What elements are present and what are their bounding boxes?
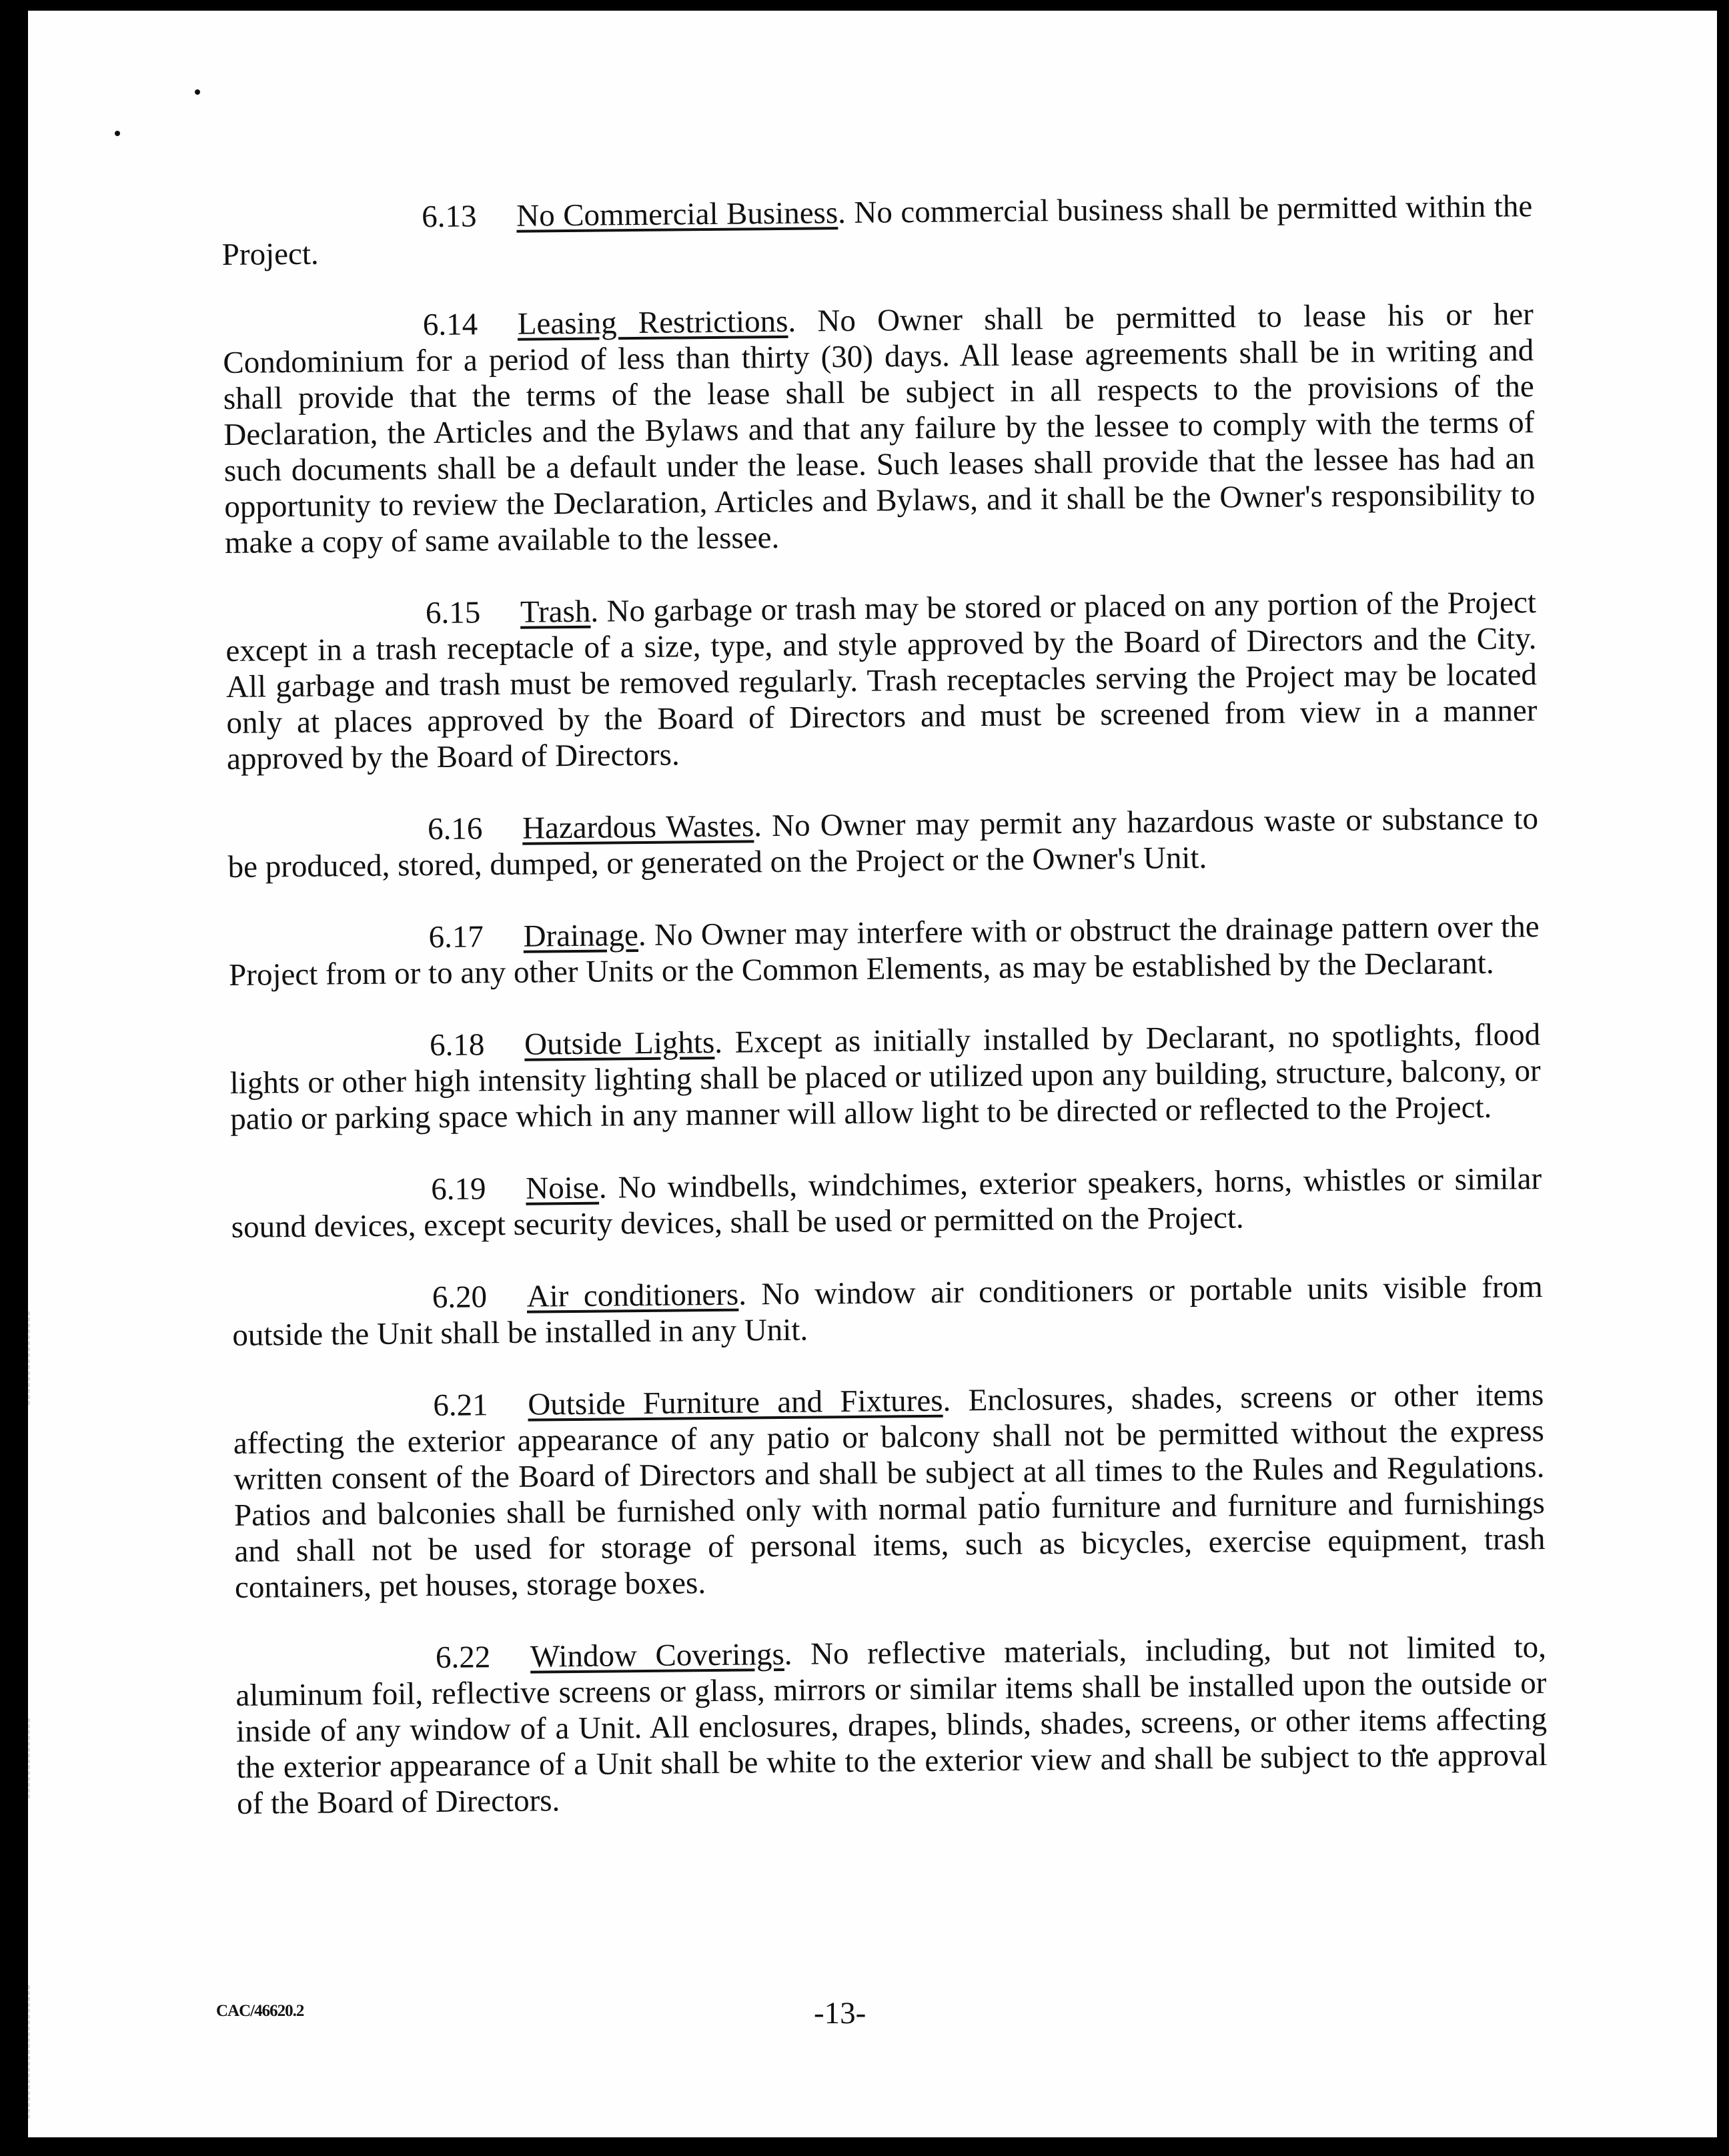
- section-number: 6.21: [433, 1388, 488, 1424]
- scan-edge-noise: [28, 1311, 83, 1405]
- section-number: 6.19: [430, 1171, 486, 1207]
- section-text: . No Owner shall be permitted to lease his or her Condominium for a period of less than thirty (30) days. All lease agreements shall be in writing and shall provide that the terms of the lease shall be subject in all respects to the provisions of the Declaration, the Articles and the Bylaws and that any failure by the lessee to comply with the terms of such documents shall be a default under the lease. Such leases shall provide that the lessee has had an opportunity to review the Declaration, Articles and Bylaws, and it shall be the Owner's responsibility to make a copy of same available to the lessee.: [223, 297, 1536, 560]
- scan-edge-noise: [28, 1718, 83, 1798]
- document-code: CAC/46620.2: [216, 2002, 304, 2020]
- section-heading: Leasing Restrictions: [517, 304, 788, 342]
- section-number: 6.18: [429, 1027, 485, 1063]
- section-heading: Drainage: [523, 918, 639, 954]
- section-6-14: [223, 296, 1536, 561]
- document-body: [221, 188, 1548, 1858]
- section-heading: Air conditioners: [526, 1277, 739, 1314]
- section-text: . No reflective materials, including, but not limited to, aluminum foil, reflective screens or glass, mirrors or similar items shall be installed upon the outside or inside of any window of a Unit. All enclosures, drapes, blinds, shades, screens, or other items affecting the exterior appearance of a Unit shall be white to the exterior view and shall be subject to the approval of the Board of Directors.: [235, 1630, 1548, 1821]
- section-number: 6.16: [427, 811, 483, 847]
- section-6-17: [228, 909, 1540, 993]
- section-text: . No commercial business shall be permitted within the Project.: [221, 189, 1533, 272]
- section-6-16: [227, 800, 1539, 885]
- section-number: 6.17: [428, 919, 484, 955]
- scan-edge-noise: [28, 1985, 83, 2119]
- section-heading: Hazardous Wastes: [522, 808, 754, 846]
- section-heading: Window Coverings: [530, 1637, 784, 1674]
- section-6-18: [229, 1017, 1541, 1137]
- document-page: [28, 11, 1717, 2137]
- section-heading: Outside Lights: [524, 1025, 715, 1062]
- section-heading: Outside Furniture and Fixtures: [528, 1383, 943, 1422]
- section-text: . No Owner may permit any hazardous waste or substance to be produced, stored, dumped, or generated on the Project or the Owner's Unit.: [227, 801, 1539, 885]
- section-text: . No window air conditioners or portable units visible from outside the Unit shall be installed in any Unit.: [232, 1269, 1543, 1353]
- section-6-15: [225, 584, 1538, 777]
- scan-speck: [115, 131, 120, 136]
- section-6-21: [233, 1377, 1546, 1606]
- section-text: . No garbage or trash may be stored or placed on any portion of the Project except in a trash receptacle of a size, type, and style approved by the Board of Directors and the City. All garbage and trash must be removed regularly. Trash receptacles serving the Project may be located only at places approved by the Board of Directors and must be screened from view in a manner approved by the Board of Directors.: [225, 585, 1538, 776]
- section-heading: Noise: [525, 1170, 600, 1206]
- section-text: . No Owner may interfere with or obstruct the drainage pattern over the Project from or to any other Units or the Common Elements, as may be established by the Declarant.: [228, 909, 1540, 993]
- section-text: . Except as initially installed by Declarant, no spotlights, flood lights or other high intensity lighting shall be placed or utilized upon any building, structure, balcony, or patio or parking space which in any manner will allow light to be directed or reflected to the Project.: [229, 1017, 1541, 1137]
- section-6-20: [232, 1269, 1544, 1354]
- section-heading: Trash: [520, 594, 591, 630]
- section-text: . Enclosures, shades, screens or other items affecting the exterior appearance of any patio or balcony shall not be permitted without the express written consent of the Board of Directors and shall be subject at all times to the Rules and Regulations. Patios and balconies shall be furnished only with normal patio furniture and furniture and furnishings and shall not be used for storage of personal items, such as bicycles, exercise equipment, trash containers, pet houses, storage boxes.: [233, 1378, 1546, 1605]
- section-text: . No windbells, windchimes, exterior speakers, horns, whistles or similar sound devices, except security devices, shall be used or permitted on the Project.: [231, 1161, 1542, 1245]
- section-number: 6.14: [422, 307, 478, 343]
- scan-speck: [195, 89, 200, 95]
- page-number: -13-: [814, 1996, 867, 2031]
- section-number: 6.20: [432, 1279, 488, 1315]
- section-number: 6.15: [425, 595, 481, 631]
- section-heading: No Commercial Business: [516, 195, 838, 233]
- section-6-19: [231, 1161, 1542, 1245]
- section-6-22: [235, 1629, 1548, 1822]
- section-number: 6.22: [435, 1640, 491, 1676]
- section-6-13: [221, 188, 1533, 273]
- section-number: 6.13: [421, 199, 477, 235]
